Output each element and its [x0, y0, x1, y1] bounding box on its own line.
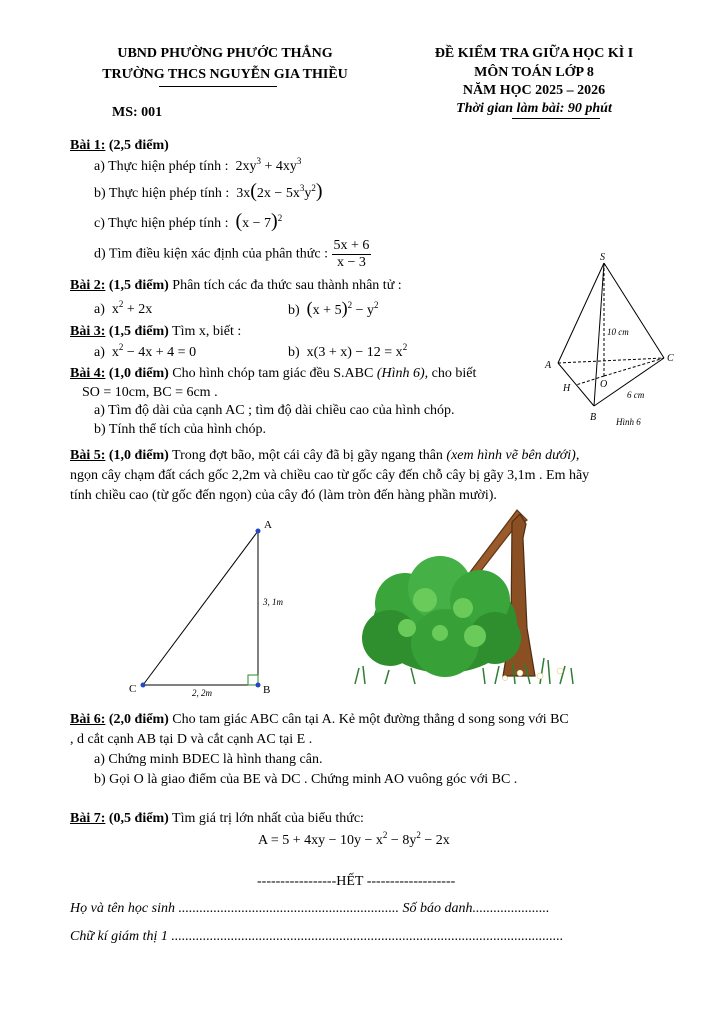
label-o: O [600, 379, 608, 390]
side-ac [143, 531, 258, 685]
bai5-line3: tính chiều cao (từ gốc đến ngọn) của cây đó (làm tròn đến hàng phần mười). [70, 488, 497, 503]
bai3-a: a) $x^2 - 4x + 4 = 0$ [94, 342, 197, 360]
label-c: C [129, 683, 137, 695]
bai6-line1: Bài 6: (2,0 điểm) Cho tam giác ABC cân tại A. Kẻ một đường thẳng d song song với BC [70, 712, 569, 727]
point-c [141, 683, 146, 688]
edge-sa [558, 263, 604, 363]
bai5-line2: ngọn cây chạm đất cách gốc 2,2m và chiều cao từ gốc cây đến chỗ cây bị gãy 3,1m . Em hãy [70, 468, 590, 483]
bai7-heading: Bài 7: (0,5 điểm) Tìm giá trị lớn nhất của biểu thức: [70, 811, 364, 826]
school-authority: UBND PHƯỜNG PHƯỚC THẮNG [117, 46, 333, 61]
bai2-b: b) $(x + 5)^2 - y^2$ [288, 298, 379, 318]
bai7-expression: $A = 5 + 4xy - 10y - x^2 - 8y^2 - 2x$ [258, 830, 450, 848]
bai4-a: a) Tìm độ dài của cạnh AC ; tìm độ dài chiều cao của hình chóp. [94, 403, 455, 418]
label-b: B [590, 412, 597, 423]
exam-subject: MÔN TOÁN LỚP 8 [474, 65, 594, 80]
figure-caption: Hình 6 [616, 417, 641, 427]
label-a: A [264, 519, 272, 531]
edge-sc [604, 263, 664, 358]
exam-code: MS: 001 [112, 105, 163, 120]
student-name-line: Họ và tên học sinh ............................................................... Số báo danh...................... [70, 901, 550, 916]
label-so-length: 10 cm [607, 327, 629, 337]
school-name: TRƯỜNG THCS NGUYỄN GIA THIỀU [102, 67, 348, 82]
bai1-heading: Bài 1: (2,5 điểm) [70, 138, 169, 153]
duration-underline [512, 118, 600, 119]
bai4-given: SO = 10cm, BC = 6cm . [82, 385, 218, 400]
fraction: $\frac{5x + 6}{x - 3}$ [333, 238, 370, 270]
bai1-c: c) Thực hiện phép tính : $(x - 7)^2$ [94, 210, 283, 232]
label-b: B [263, 684, 271, 696]
header-underline [159, 86, 277, 87]
label-ab-length: 3, 1m [263, 597, 283, 607]
bai2-heading: Bài 2: (1,5 điểm) Phân tích các đa thức sau thành nhân tử : [70, 278, 402, 293]
label-h: H [563, 383, 571, 394]
exam-duration: Thời gian làm bài: 90 phút [456, 101, 612, 116]
right-triangle-figure [120, 512, 290, 702]
bai1-d: d) Tìm điều kiện xác định của phân thức : $\frac{5x + 6}{x - 3}$ [94, 238, 370, 270]
proctor-signature-line: Chữ kí giám thị 1 ................................................................................................................ [70, 929, 564, 944]
bai5-line1: Bài 5: (1,0 điểm) Trong đợt bão, một cái cây đã bị gãy ngang thân (xem hình vẽ bên dưới), [70, 448, 580, 463]
label-a: A [545, 360, 552, 371]
bai3-heading: Bài 3: (1,5 điểm) Tìm x, biết : [70, 324, 242, 339]
tree-foliage [362, 556, 521, 677]
bai4-heading: Bài 4: (1,0 điểm) Cho hình chóp tam giác đều S.ABC (Hình 6), cho biết [70, 366, 477, 381]
pyramid-figure [540, 248, 680, 433]
broken-tree-illustration [345, 508, 585, 693]
bai3-b: b) $x(3 + x) - 12 = x^2$ [288, 342, 408, 360]
bai2-a: a) $x^2 + 2x$ [94, 299, 153, 317]
bai1-b: b) Thực hiện phép tính : $3x(2x - 5x^3y^2)$ [94, 180, 323, 202]
bai1-a: a) Thực hiện phép tính : $2xy^3 + 4xy^3$ [94, 156, 302, 174]
bai6-b: b) Gọi O là giao điểm của BE và DC . Chứng minh AO vuông góc với BC . [94, 772, 518, 787]
bai6-line2: , d cắt cạnh AB tại D và cắt cạnh AC tại E . [70, 732, 313, 747]
end-marker: -----------------HẾT ------------------- [257, 874, 456, 889]
point-b [256, 683, 261, 688]
label-cb-length: 2, 2m [192, 688, 212, 698]
point-a [256, 529, 261, 534]
label-c: C [667, 353, 674, 364]
exam-title: ĐỀ KIỂM TRA GIỮA HỌC KÌ I [434, 46, 634, 61]
bai4-b: b) Tính thể tích của hình chóp. [94, 422, 266, 437]
bai6-a: a) Chứng minh BDEC là hình thang cân. [94, 752, 323, 767]
label-bc-length: 6 cm [627, 390, 645, 400]
label-s: S [600, 252, 605, 263]
school-year: NĂM HỌC 2025 – 2026 [462, 83, 606, 98]
